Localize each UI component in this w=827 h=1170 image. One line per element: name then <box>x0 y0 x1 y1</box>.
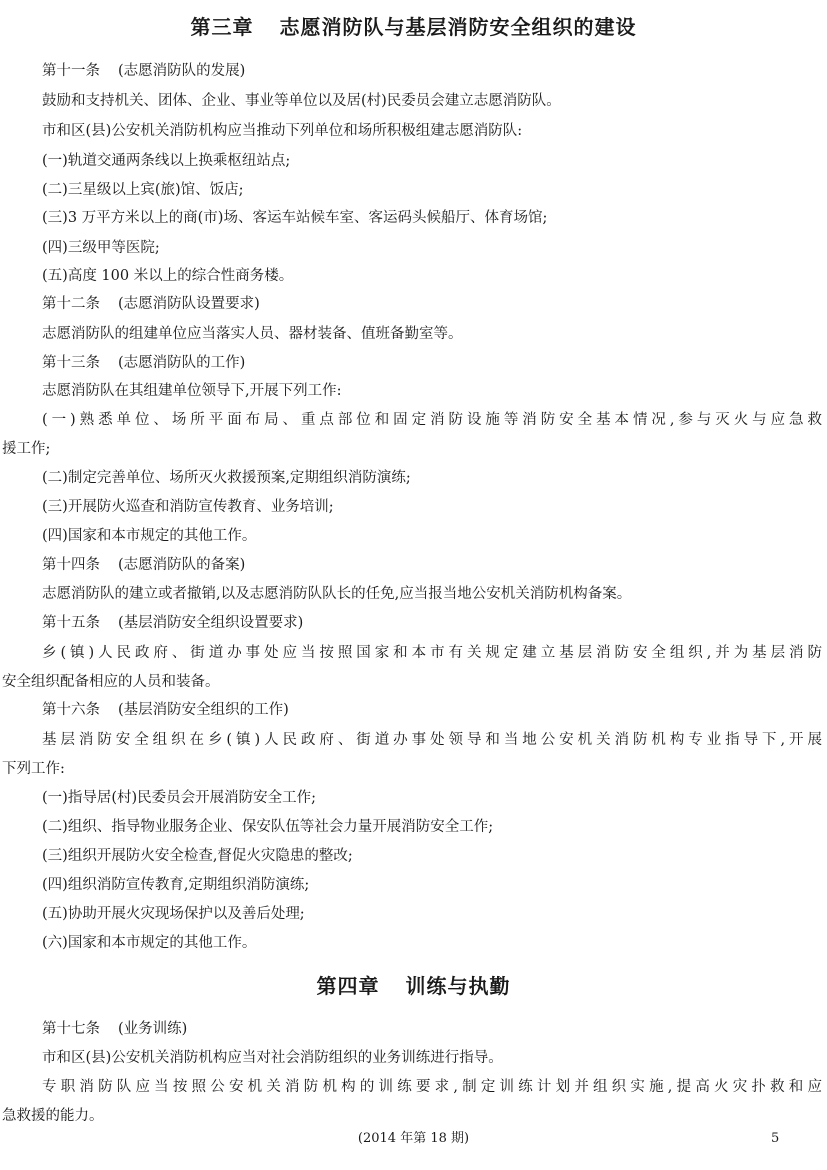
article-12-paragraph-1: 志愿消防队的组建单位应当落实人员、器材装备、值班备勤室等。 <box>42 326 463 342</box>
article-11-item-2: (二)三星级以上宾(旅)馆、饭店; <box>42 182 244 198</box>
article-13-item-1-line-2: 援工作; <box>2 441 51 457</box>
chapter-3-number: 第三章 <box>190 15 254 39</box>
article-13-paragraph-1: 志愿消防队在其组建单位领导下,开展下列工作: <box>42 383 342 399</box>
article-17-caption: (业务训练) <box>118 1021 188 1037</box>
article-13-number: 第十三条 <box>42 355 100 371</box>
article-11-paragraph-1: 鼓励和支持机关、团体、企业、事业等单位以及居(村)民委员会建立志愿消防队。 <box>42 93 561 109</box>
article-16-item-1: (一)指导居(村)民委员会开展消防安全工作; <box>42 790 317 806</box>
article-11-item-5: (五)高度 100 米以上的综合性商务楼。 <box>42 268 294 284</box>
footer-page-number: 5 <box>771 1131 780 1146</box>
chapter-4-number: 第四章 <box>316 974 380 998</box>
article-16-caption: (基层消防安全组织的工作) <box>118 702 289 718</box>
article-13-item-1-line-1: (一)熟悉单位、场所平面布局、重点部位和固定消防设施等消防安全基本情况,参与灭火与应急救 <box>42 412 822 428</box>
article-12-number: 第十二条 <box>42 296 100 312</box>
article-15-heading <box>42 613 303 633</box>
footer-issue: (2014 年第 18 期) <box>357 1131 470 1146</box>
article-13-item-3: (三)开展防火巡查和消防宣传教育、业务培训; <box>42 499 334 515</box>
article-15-caption: (基层消防安全组织设置要求) <box>118 615 304 631</box>
article-16-item-3: (三)组织开展防火安全检查,督促火灾隐患的整改; <box>42 848 353 864</box>
article-11-item-3: (三)3 万平方米以上的商(市)场、客运车站候车室、客运码头候船厅、体育场馆; <box>42 210 548 226</box>
article-11-caption: (志愿消防队的发展) <box>118 63 246 79</box>
article-12-caption: (志愿消防队设置要求) <box>118 296 260 312</box>
article-14-caption: (志愿消防队的备案) <box>118 557 246 573</box>
article-17-paragraph-1: 市和区(县)公安机关消防机构应当对社会消防组织的业务训练进行指导。 <box>42 1050 503 1066</box>
article-11-item-4: (四)三级甲等医院; <box>42 240 160 256</box>
article-16-heading <box>42 700 289 720</box>
article-16-paragraph-line-1: 基层消防安全组织在乡(镇)人民政府、街道办事处领导和当地公安机关消防机构专业指导下,开展 <box>42 732 822 748</box>
article-17-paragraph-2-line-1: 专职消防队应当按照公安机关消防机构的训练要求,制定训练计划并组织实施,提高火灾扑救和应 <box>42 1079 822 1095</box>
article-11-number: 第十一条 <box>42 63 100 79</box>
article-17-number: 第十七条 <box>42 1021 100 1037</box>
article-13-item-4: (四)国家和本市规定的其他工作。 <box>42 528 257 544</box>
chapter-3-heading <box>0 14 827 40</box>
chapter-4-heading <box>0 973 827 999</box>
article-14-number: 第十四条 <box>42 557 100 573</box>
article-17-heading <box>42 1019 187 1039</box>
article-16-paragraph-line-2: 下列工作: <box>2 761 65 777</box>
article-16-number: 第十六条 <box>42 702 100 718</box>
article-17-paragraph-2-line-2: 急救援的能力。 <box>2 1108 104 1124</box>
article-15-paragraph-line-2: 安全组织配备相应的人员和装备。 <box>2 674 220 690</box>
article-15-paragraph-line-1: 乡(镇)人民政府、街道办事处应当按照国家和本市有关规定建立基层消防安全组织,并为基层消防 <box>42 645 822 661</box>
article-13-item-2: (二)制定完善单位、场所灭火救援预案,定期组织消防演练; <box>42 470 411 486</box>
article-16-item-5: (五)协助开展火灾现场保护以及善后处理; <box>42 906 305 922</box>
article-13-heading <box>42 353 245 373</box>
article-16-item-2: (二)组织、指导物业服务企业、保安队伍等社会力量开展消防安全工作; <box>42 819 494 835</box>
article-13-caption: (志愿消防队的工作) <box>118 355 246 371</box>
article-15-number: 第十五条 <box>42 615 100 631</box>
article-16-item-4: (四)组织消防宣传教育,定期组织消防演练; <box>42 877 310 893</box>
article-14-paragraph-1: 志愿消防队的建立或者撤销,以及志愿消防队队长的任免,应当报当地公安机关消防机构备案。 <box>42 586 632 602</box>
article-11-paragraph-2: 市和区(县)公安机关消防机构应当推动下列单位和场所积极组建志愿消防队: <box>42 123 523 139</box>
article-11-heading <box>42 61 245 81</box>
article-16-item-6: (六)国家和本市规定的其他工作。 <box>42 935 257 951</box>
chapter-3-title: 志愿消防队与基层消防安全组织的建设 <box>279 15 637 39</box>
article-12-heading <box>42 294 260 314</box>
chapter-4-title: 训练与执勤 <box>405 974 511 998</box>
article-14-heading <box>42 555 245 575</box>
article-11-item-1: (一)轨道交通两条线以上换乘枢纽站点; <box>42 153 291 169</box>
